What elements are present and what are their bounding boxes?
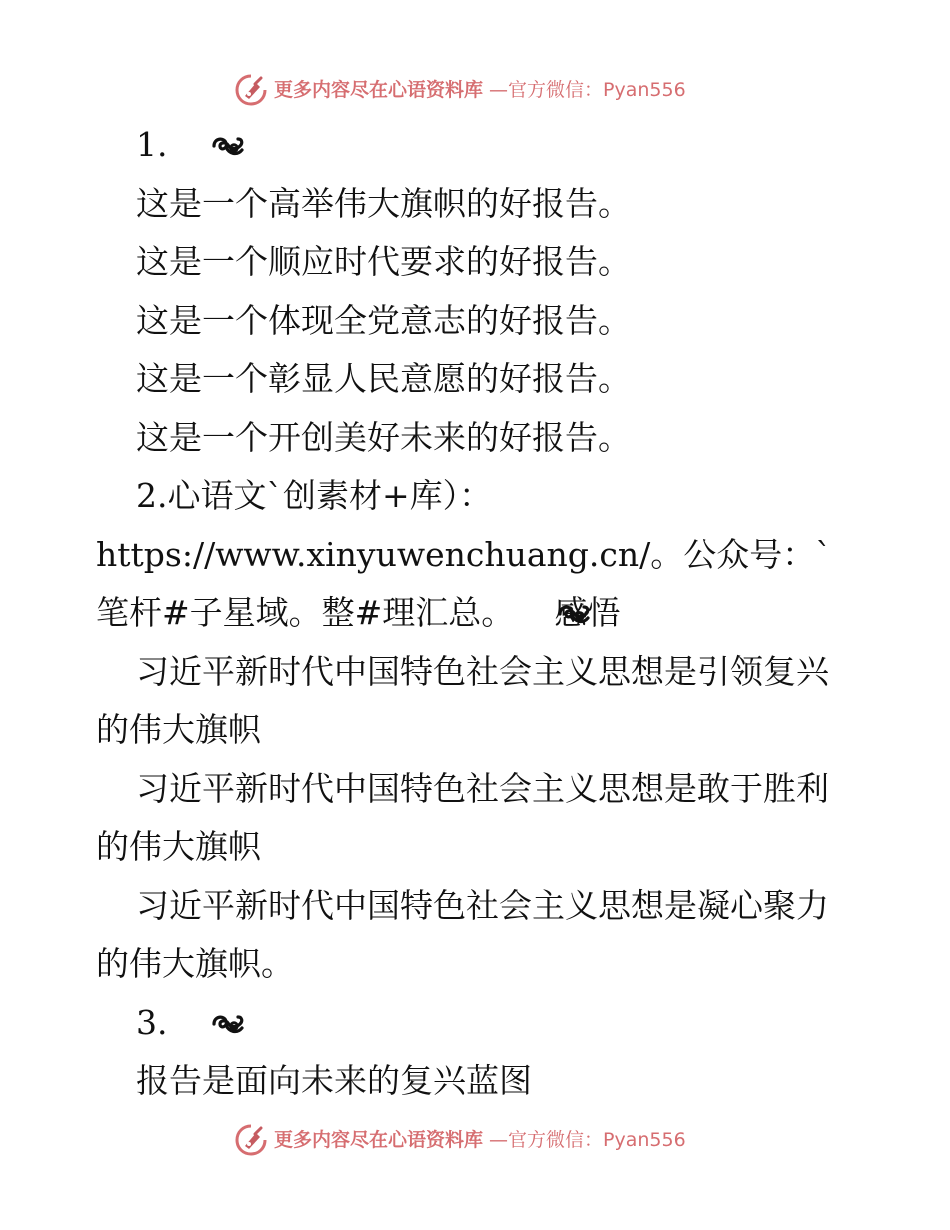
idea-paragraph-2: 习近平新时代中国特色社会主义思想是敢于胜利的伟大旗帜 (96, 768, 829, 866)
idea-paragraph-3: 习近平新时代中国特色社会主义思想是凝心聚力的伟大旗帜。 (96, 885, 829, 983)
footer-banner-main-text: 更多内容尽在心语资料库 (274, 1128, 484, 1151)
report-line-5: 这是一个开创美好未来的好报告。 (136, 417, 631, 457)
header-banner (234, 70, 686, 110)
blueprint-line: 报告是面向未来的复兴蓝图 (136, 1061, 532, 1100)
paragraph-2-suffix: 感悟 (554, 593, 621, 632)
pen-nib-logo-icon (234, 1123, 268, 1157)
report-line-3: 这是一个体现全党意志的好报告。 (136, 300, 631, 340)
paragraph-2 (96, 467, 856, 643)
footer-banner-subtext: —官方微信：Pyan556 (489, 1128, 686, 1151)
header-banner-main-text: 更多内容尽在心语资料库 (274, 78, 484, 101)
paragraph-3-number: 3. (136, 1002, 168, 1042)
paragraph-2-text: 2.心语文`创素材+库）：https://www.xinyuwenchuang.cn/。公众号：`笔杆#子星域。整#理汇总。 (96, 476, 832, 632)
report-line-1: 这是一个高举伟大旗帜的好报告。 (136, 183, 631, 223)
paragraph-1-heading (96, 116, 856, 175)
report-line-2: 这是一个顺应时代要求的好报告。 (136, 242, 631, 281)
footer-banner (234, 1120, 686, 1160)
swirl-ornament-icon (170, 120, 206, 148)
swirl-ornament-icon (170, 998, 206, 1026)
paragraph-3-heading (96, 994, 856, 1053)
header-banner-subtext: —官方微信：Pyan556 (489, 78, 686, 101)
idea-paragraph-1: 习近平新时代中国特色社会主义思想是引领复兴的伟大旗帜 (96, 651, 829, 749)
document-body (96, 116, 856, 1111)
swirl-ornament-icon (516, 588, 552, 616)
paragraph-1-number: 1. (136, 125, 168, 164)
pen-nib-logo-icon (234, 73, 268, 107)
report-line-4: 这是一个彰显人民意愿的好报告。 (136, 359, 631, 398)
